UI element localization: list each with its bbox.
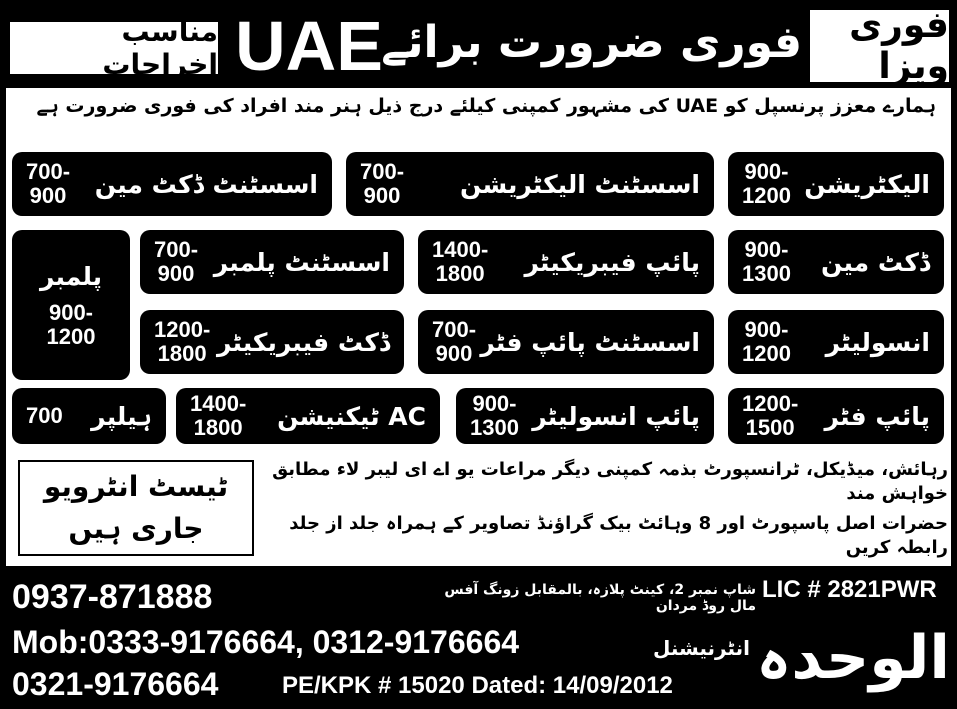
headline-country: UAE (235, 7, 383, 85)
job-card (12, 152, 332, 216)
job-salary: 700 (26, 403, 63, 428)
job-salary: 700- 900 (26, 159, 71, 208)
license-number: LIC # 2821PWR (762, 576, 937, 603)
job-title: اسسٹنٹ پائپ فٹر (480, 327, 700, 357)
job-card (418, 230, 714, 294)
job-card (418, 310, 714, 374)
job-salary: 1400- 1800 (432, 237, 489, 286)
job-card (12, 388, 166, 444)
job-card (176, 388, 440, 444)
expenses-badge: مناسب اخراجات (8, 20, 220, 76)
job-title: انسولیٹر (825, 327, 930, 357)
job-title: اسسٹنٹ پلمبر (213, 247, 390, 277)
intro-text: ہمارے معزز پرنسپل کو UAE کی مشہور کمپنی کیلئے درج ذیل ہنر مند افراد کی فوری ضرورت ہے (36, 95, 936, 117)
headline: فوری ضرورت برائے (381, 17, 802, 68)
job-card (140, 230, 404, 294)
job-card (12, 230, 130, 380)
job-listing-panel (6, 88, 951, 566)
job-title: ڈکٹ فیبریکیٹر (216, 327, 390, 357)
job-salary: 900- 1300 (470, 391, 519, 440)
mobile-numbers: Mob:0333-9176664, 0312-9176664 (12, 624, 520, 660)
job-title: AC ٹیکنیشن (277, 401, 426, 431)
job-card (728, 230, 944, 294)
job-card (728, 388, 944, 444)
job-salary: 900- 1200 (742, 159, 791, 208)
job-salary: 700- 900 (432, 317, 477, 366)
job-salary: 1200- 1800 (154, 317, 211, 366)
mobile-number-2: 0321-9176664 (12, 666, 219, 702)
job-title: اسسٹنٹ الیکٹریشن (460, 169, 700, 199)
job-title: ڈکٹ مین (820, 247, 930, 277)
benefits-text (264, 458, 948, 560)
benefits-line: رہائش، میڈیکل، ٹرانسپورٹ بذمہ کمپنی دیگر مراعات یو اے ای لیبر لاء مطابق خواہش مند (272, 459, 948, 504)
job-salary: 900- 1200 (46, 299, 96, 349)
job-card (346, 152, 714, 216)
job-card (728, 310, 944, 374)
interview-line: جاری ہیں (68, 512, 204, 545)
job-card (456, 388, 714, 444)
visa-badge: فوری ویزا (808, 8, 951, 84)
job-title: پائپ انسولیٹر (532, 401, 700, 431)
job-title: پائپ فیبریکیٹر (524, 247, 700, 277)
interview-box (18, 460, 254, 556)
job-salary: 900- 1200 (742, 317, 791, 366)
phone-number: 0937-871888 (12, 578, 213, 616)
company-subtitle: انٹرنیشنل (652, 636, 750, 660)
registration-info: PE/KPK # 15020 Dated: 14/09/2012 (282, 672, 673, 699)
job-title: اسسٹنٹ ڈکٹ مین (94, 169, 318, 199)
job-salary: 700- 900 (360, 159, 405, 208)
job-title: پلمبر (39, 261, 103, 291)
company-logo: الوحدہ (756, 623, 950, 693)
interview-line: ٹیسٹ انٹرویو (43, 470, 229, 503)
address: شاپ نمبر 2، کینٹ پلازہ، بالمقابل زونگ آفس مال روڈ مردان (444, 582, 756, 614)
job-salary: 900- 1300 (742, 237, 791, 286)
job-salary: 1200- 1500 (742, 391, 799, 440)
job-salary: 700- 900 (154, 237, 199, 286)
benefits-line: حضرات اصل پاسپورٹ اور 8 وہائٹ بیک گراؤنڈ تصاویر کے ہمراہ جلد از جلد رابطہ کریں (289, 513, 948, 558)
job-card (140, 310, 404, 374)
job-card (728, 152, 944, 216)
job-title: الیکٹریشن (804, 169, 930, 199)
job-salary: 1400- 1800 (190, 391, 247, 440)
job-title: پائپ فٹر (824, 401, 930, 431)
job-title: ہیلپر (91, 401, 152, 431)
